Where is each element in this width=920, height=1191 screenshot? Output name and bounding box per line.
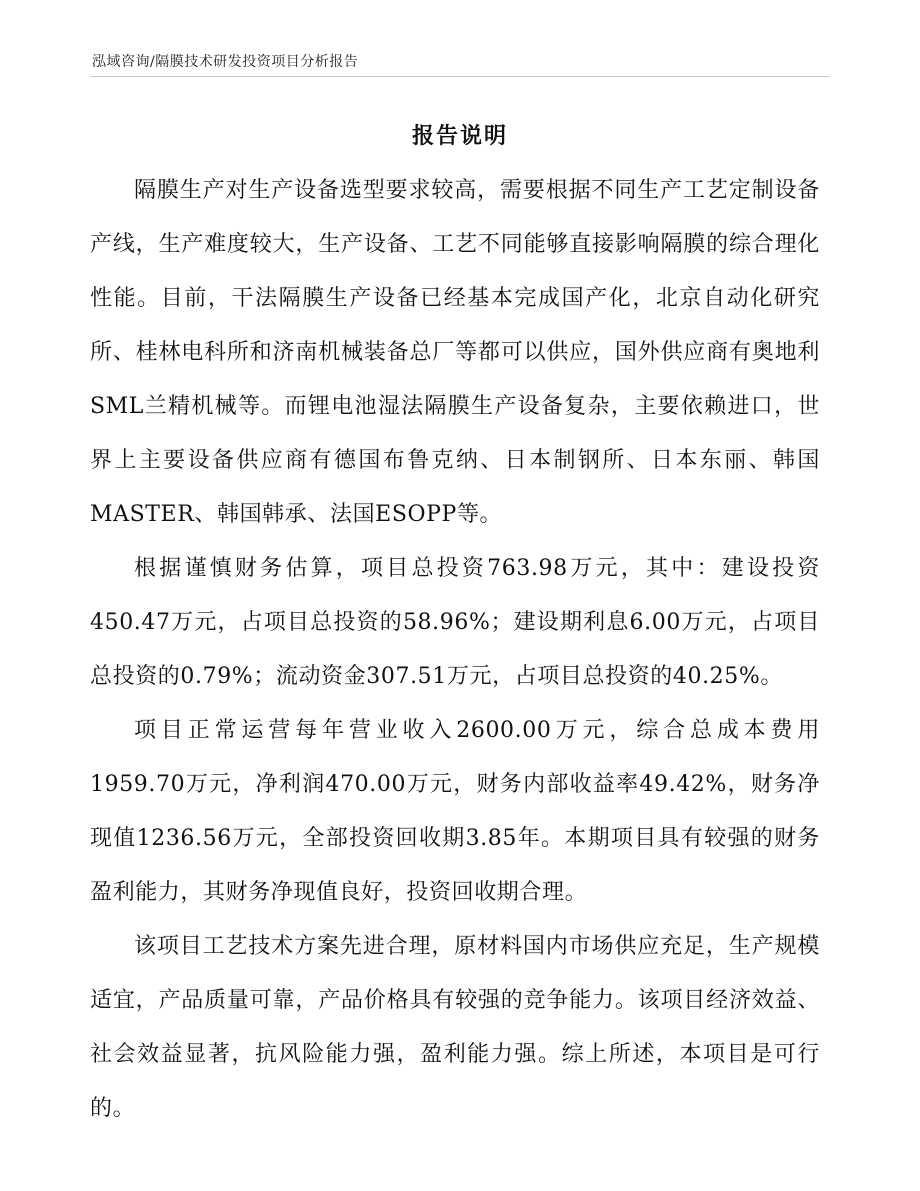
paragraph-conclusion: 该项目工艺技术方案先进合理，原材料国内市场供应充足，生产规模适宜，产品质量可靠，产品价格具有较强的竞争能力。该项目经济效益、社会效益显著，抗风险能力强，盈利能力强。综上所述，本项目是可行的。 bbox=[90, 934, 820, 1121]
section-title: 报告说明 bbox=[411, 123, 508, 149]
paragraph-investment: 根据谨慎财务估算，项目总投资763.98万元，其中：建设投资450.47万元，占项目总投资的58.96%；建设期利息6.00万元，占项目总投资的0.79%；流动资金307.51万元，占项目总投资的40.25%。 bbox=[90, 556, 820, 689]
body-text bbox=[90, 164, 820, 1136]
paragraph-intro: 隔膜生产对生产设备选型要求较高，需要根据不同生产工艺定制设备产线，生产难度较大，生产设备、工艺不同能够直接影响隔膜的综合理化性能。目前，干法隔膜生产设备已经基本完成国产化，北京自动化研究所、桂林电科所和济南机械装备总厂等都可以供应，国外供应商有奥地利SML兰精机械等。而锂电池湿法隔膜生产设备复杂，主要依赖进口，世界上主要设备供应商有德国布鲁克纳、日本制钢所、日本东丽、韩国MASTER、韩国韩承、法国ESOPP等。 bbox=[90, 178, 820, 527]
paragraph-financials: 项目正常运营每年营业收入2600.00万元，综合总成本费用1959.70万元，净利润470.00万元，财务内部收益率49.42%，财务净现值1236.56万元，全部投资回收期3.85年。本期项目具有较强的财务盈利能力，其财务净现值良好，投资回收期合理。 bbox=[90, 718, 820, 905]
running-header: 泓域咨询/隔膜技术研发投资项目分析报告 bbox=[92, 54, 359, 70]
header-divider bbox=[90, 76, 830, 77]
